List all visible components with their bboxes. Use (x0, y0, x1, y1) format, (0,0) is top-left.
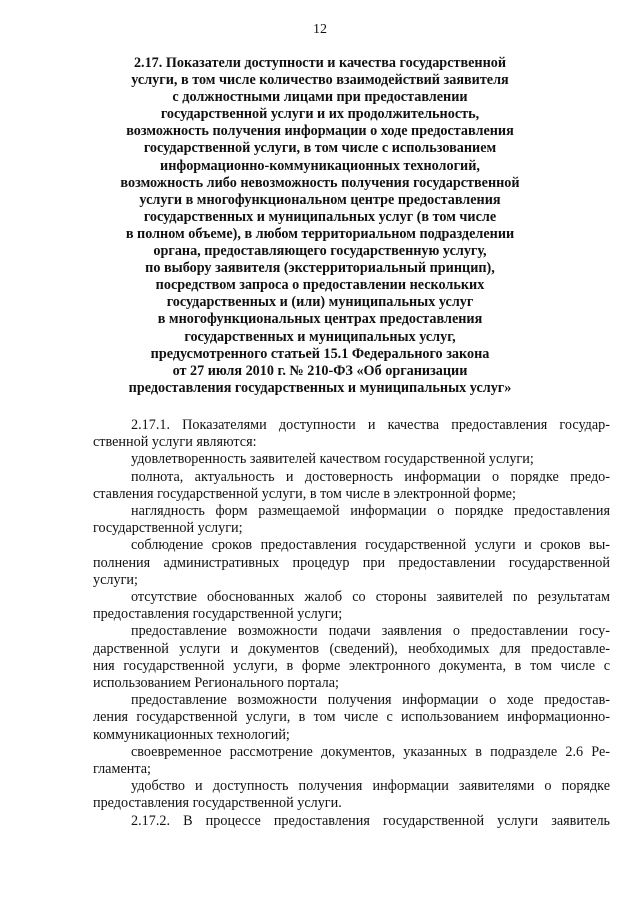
paragraph (93, 623, 610, 692)
paragraph-line: полнения административных процедур при предоставлении государственной (93, 554, 610, 571)
paragraph-line: государственной услуги; (93, 520, 243, 537)
paragraph (93, 503, 610, 537)
paragraph (93, 417, 610, 451)
heading-line: возможность получения информации о ходе предоставления (126, 123, 514, 140)
paragraph-line: предоставление возможности подачи заявления о предоставлении госу- (131, 623, 610, 640)
heading-line: с должностными лицами при предоставлении (172, 89, 468, 106)
heading-line: информационно-коммуникационных технологий, (160, 157, 480, 174)
heading-line: по выбору заявителя (экстерриториальный принцип), (145, 260, 495, 277)
paragraph-line: ления государственной услуги, в том числе с использованием информационно- (93, 709, 610, 726)
paragraph-line: предоставление возможности получения информации о ходе предостав- (131, 692, 610, 709)
page-number: 12 (313, 22, 327, 37)
paragraph-line: 2.17.2. В процессе предоставления государственной услуги заявитель (131, 812, 610, 829)
heading-line: 2.17. Показатели доступности и качества государственной (133, 55, 507, 71)
heading-line: в многофункциональных центрах предоставления (157, 311, 483, 328)
heading-line: государственных и (или) муниципальных услуг (166, 294, 474, 311)
heading-line: посредством запроса о предоставлении нескольких (155, 277, 485, 294)
paragraph-line: наглядность форм размещаемой информации о порядке предоставления (131, 503, 610, 520)
paragraph-line: отсутствие обоснованных жалоб со стороны заявителей по результатам (131, 589, 610, 606)
paragraph-line: использованием Регионального портала; (93, 675, 339, 692)
heading-line: государственной услуги и их продолжительность, (160, 106, 480, 123)
paragraph-line: ставления государственной услуги, в том числе в электронной форме; (93, 485, 516, 502)
paragraph-line: коммуникационных технологий; (93, 726, 290, 743)
paragraph-line: дарственной услуги и документов (сведений), необходимых для предоставле- (93, 640, 610, 657)
paragraph-line: ния государственной услуги, в форме электронного документа, в том числе с (93, 657, 610, 674)
heading-line: от 27 июля 2010 г. № 210-ФЗ «Об организации (172, 362, 468, 379)
paragraph (93, 537, 610, 589)
heading-line: возможность либо невозможность получения государственной (120, 174, 520, 191)
paragraph (93, 451, 610, 468)
paragraph (93, 778, 610, 812)
paragraph-line: гламента; (93, 761, 151, 778)
heading-line: предусмотренного статьей 15.1 Федерального закона (150, 345, 490, 362)
paragraph-line: предоставления государственной услуги; (93, 606, 343, 623)
paragraph-line: соблюдение сроков предоставления государственной услуги и сроков вы- (131, 537, 610, 554)
paragraph-line: удовлетворенность заявителей качеством государственной услуги; (131, 451, 534, 468)
section-heading (70, 55, 570, 397)
paragraph-line: своевременное рассмотрение документов, указанных в подразделе 2.6 Ре- (131, 743, 610, 760)
section-body (93, 417, 610, 830)
heading-line: услуги в многофункциональном центре предоставления (139, 191, 501, 208)
paragraph-line: предоставления государственной услуги. (93, 795, 342, 812)
paragraph (93, 692, 610, 744)
heading-line: государственных и муниципальных услуг (в том числе (143, 208, 497, 225)
paragraph-line: ственной услуги являются: (93, 434, 257, 451)
heading-line: органа, предоставляющего государственную услугу, (153, 243, 487, 260)
paragraph (93, 813, 610, 830)
heading-line: государственных и муниципальных услуг, (184, 328, 456, 345)
paragraph-line: полнота, актуальность и достоверность информации о порядке предо- (131, 468, 610, 485)
paragraph-line: услуги; (93, 571, 138, 588)
paragraph-line: удобство и доступность получения информации заявителями о порядке (131, 778, 610, 795)
paragraph (93, 469, 610, 503)
paragraph (93, 589, 610, 623)
paragraph-line: 2.17.1. Показателями доступности и качества предоставления государ- (131, 417, 610, 433)
heading-line: в полном объеме), в любом территориальном подразделении (125, 225, 515, 242)
heading-line: государственной услуги, в том числе с использованием (143, 140, 497, 157)
heading-line: предоставления государственных и муниципальных услуг» (128, 379, 512, 396)
paragraph (93, 744, 610, 778)
heading-line: услуги, в том числе количество взаимодействий заявителя (131, 72, 509, 89)
